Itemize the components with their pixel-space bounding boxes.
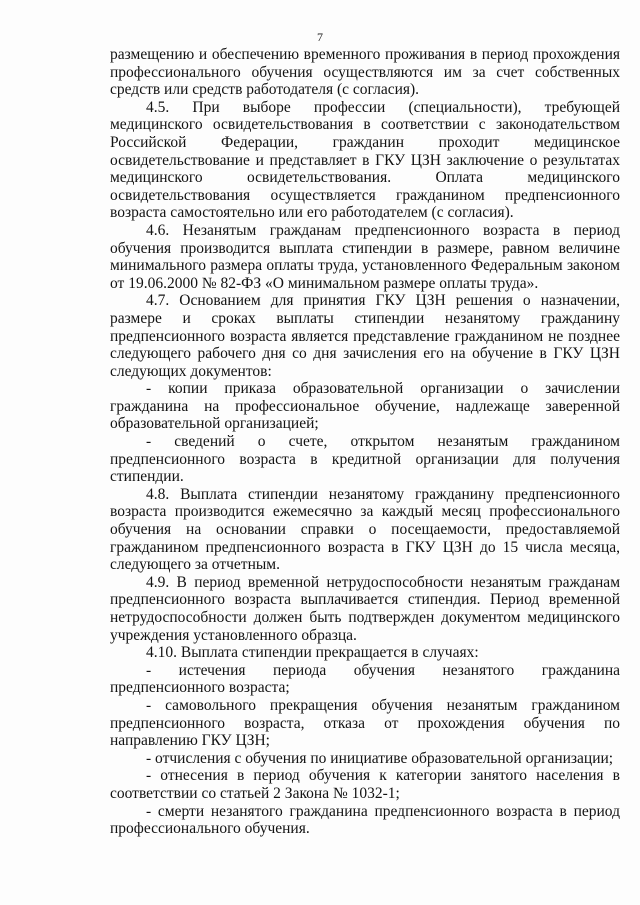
list-item-death: - смерти незанятого гражданина предпенсионного возраста в период профессионального обучения. (110, 802, 620, 838)
document-body (110, 46, 620, 838)
paragraph-continuation: размещению и обеспечению временного проживания в период прохождения профессионального обучения осуществляются им за счет собственных средств или средств работодателя (с согласия). (110, 46, 620, 99)
list-item-account-info: - сведений о счете, открытом незанятым гражданином предпенсионного возраста в кредитной организации для получения стипендии. (110, 433, 620, 486)
list-item-period-expiry: - истечения периода обучения незанятого гражданина предпенсионного возраста; (110, 661, 620, 697)
list-item-expulsion: - отчисления с обучения по инициативе образовательной организации; (146, 749, 614, 767)
list-item-order-copy: - копии приказа образовательной организации о зачислении гражданина на профессиональное обучение, надлежаще заверенной образовательной организацией; (110, 380, 620, 433)
paragraph-4-5: 4.5. При выборе профессии (специальности), требующей медицинского освидетельствования в соответствии с законодательством Российской Федерации, гражданин проходит медицинское освидетельствование и представляет в ГКУ ЦЗН заключение о результатах медицинского освидетельствования. Оплата медицинского освидетельствования осуществляется гражданином предпенсионного возраста самостоятельно или его работодателем (с согласия). (110, 98, 620, 222)
list-item-employment: - отнесения в период обучения к категории занятого населения в соответствии со статьей 2 Закона № 1032-1; (110, 767, 620, 802)
paragraph-4-8: 4.8. Выплата стипендии незанятому гражданину предпенсионного возраста производится ежемесячно за каждый месяц профессионального обучения на основании справки о посещаемости, предоставляемой гражданином предпенсионного возраста в ГКУ ЦЗН до 15 числа месяца, следующего за отчетным. (110, 485, 620, 574)
list-item-self-termination: - самовольного прекращения обучения незанятым гражданином предпенсионного возраста, отказа от прохождения обучения по направлению ГКУ ЦЗН; (110, 696, 620, 750)
page-number: 7 (317, 30, 323, 44)
paragraph-4-7: 4.7. Основанием для принятия ГКУ ЦЗН решения о назначении, размере и сроках выплаты стипендии незанятому гражданину предпенсионного возраста является представление гражданином не позднее следующего рабочего дня со дня зачисления его на обучение в ГКУ ЦЗН следующих документов: (110, 292, 620, 380)
paragraph-4-10: 4.10. Выплата стипендии прекращается в случаях: (146, 644, 479, 662)
paragraph-4-9: 4.9. В период временной нетрудоспособности незанятым гражданам предпенсионного возраста выплачивается стипендия. Период временной нетрудоспособности должен быть подтвержден документом медицинского учреждения установленного образца. (110, 573, 620, 644)
paragraph-4-6: 4.6. Незанятым гражданам предпенсионного возраста в период обучения производится выплата стипендии в размере, равном величине минимального размера оплаты труда, установленного Федеральным законом от 19.06.2000 № 82-ФЗ «О минимальном размере оплаты труда». (110, 221, 620, 292)
